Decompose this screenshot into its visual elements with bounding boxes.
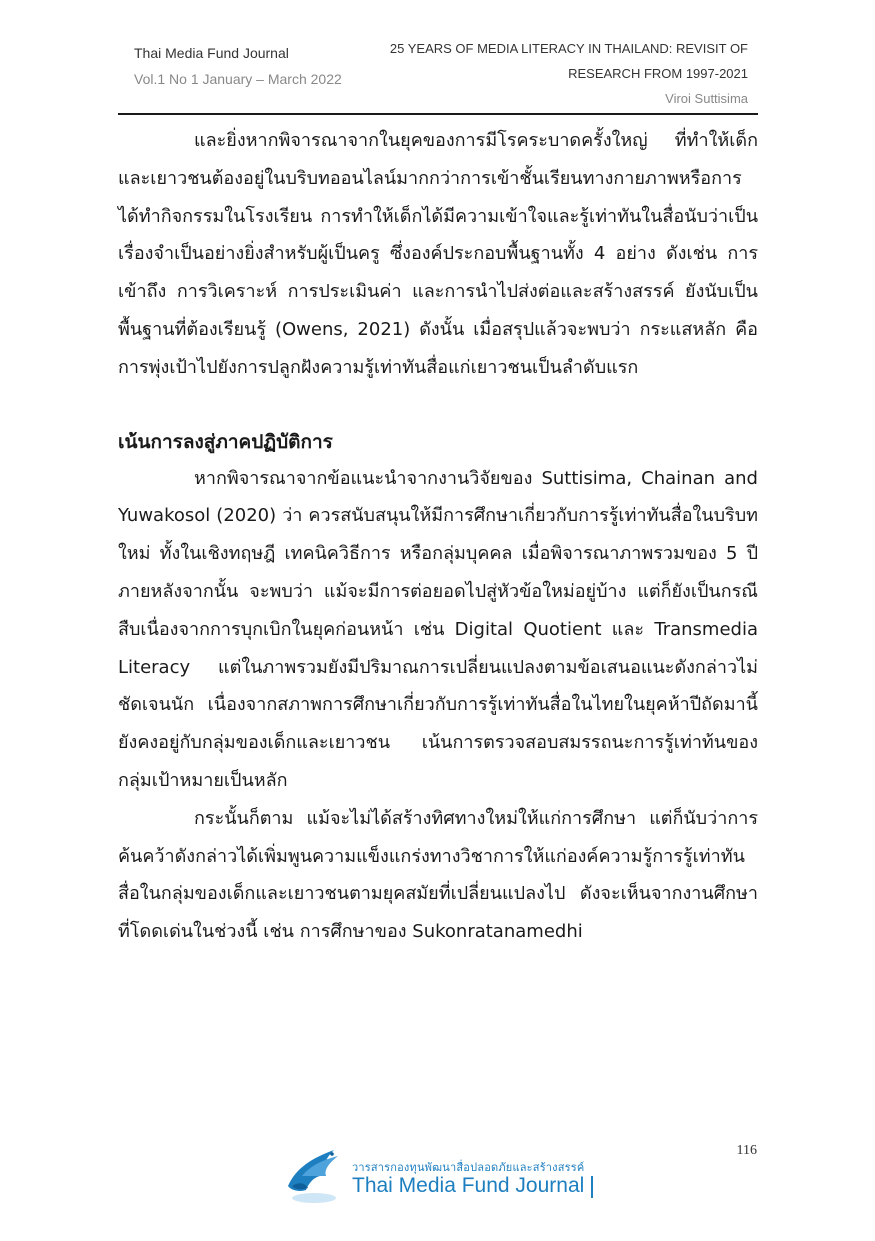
footer-logo [282,1146,602,1206]
paragraph-2: หากพิจารณาจากข้อแนะนำจากงานวิจัยของ Suttisima, Chainan and Yuwakosol (2020) ว่า ควรสนับสนุนให้มีการศึกษาเกี่ยวกับการรู้เท่าทันสื่อในบริบทใหม่ ทั้งในเชิงทฤษฎี เทคนิควิธีการ หรือกลุ่มบุคคล เมื่อพิจารณาภาพรวมของ 5 ปีภายหลังจากนั้น จะพบว่า แม้จะมีการต่อยอดไปสู่หัวข้อใหม่อยู่บ้าง แต่ก็ยังเป็นกรณีสืบเนื่องจากการบุกเบิกในยุคก่อนหน้า เช่น Digital Quotient และ Transmedia Literacy แต่ในภาพรวมยังมีปริมาณการเปลี่ยนแปลงตามข้อเสนอแนะดังกล่าวไม่ชัดเจนนัก เนื่องจากสภาพการศึกษาเกี่ยวกับการรู้เท่าทันสื่อในไทยในยุคห้าปีถัดมานี้ ยังคงอยู่กับกลุ่มของเด็กและเยาวชน เน้นการตรวจสอบสมรรถนะการรู้เท่าท้นของกลุ่มเป้าหมายเป็นหลัก [118,467,758,791]
author-name: Viroi Suttisima [665,91,748,106]
header-right [390,36,748,111]
footer-org-thai: วารสารกองทุนพัฒนาสื่อปลอดภัยและสร้างสรรค์ [352,1161,585,1174]
footer-org-english: Thai Media Fund Journal [352,1174,585,1197]
header-divider [118,113,758,115]
journal-name: Thai Media Fund Journal [134,45,289,61]
article-title-line1: 25 YEARS OF MEDIA LITERACY IN THAILAND: REVISIT OF [389,41,748,56]
volume-info: Vol.1 No 1 January – March 2022 [134,71,342,87]
page-number: 116 [736,1143,757,1158]
section-heading: เน้นการลงสู่ภาคปฏิบัติการ [118,430,333,453]
paragraph-1: และยิ่งหากพิจารณาจากในยุคของการมีโรคระบาดครั้งใหญ่ ที่ทำให้เด็กและเยาวชนต้องอยู่ในบริบทออนไลน์มากกว่าการเข้าชั้นเรียนทางกายภาพหรือการได้ทำกิจกรรมในโรงเรียน การทำให้เด็กได้มีความเข้าใจและรู้เท่าทันในสื่อนับว่าเป็นเรื่องจำเป็นอย่างยิ่งสำหรับผู้เป็นครู ซึ่งองค์ประกอบพื้นฐานทั้ง 4 อย่าง ดังเช่น การเข้าถึง การวิเคราะห์ การประเมินค่า และการนำไปส่งต่อและสร้างสรรค์ ยังนับเป็นพื้นฐานที่ต้องเรียนรู้ (Owens, 2021) ดังนั้น เมื่อสรุปแล้วจะพบว่า กระแสหลัก คือ การพุ่งเป้าไปยังการปลูกฝังความรู้เท่าทันสื่อแก่เยาวชนเป็นลำดับแรก [118,130,758,378]
dove-icon [282,1146,348,1206]
article-title-line2: RESEARCH FROM 1997-2021 [568,66,748,81]
footer-divider [591,1176,593,1198]
paragraph-3: กระนั้นก็ตาม แม้จะไม่ได้สร้างทิศทางใหม่ให้แก่การศึกษา แต่ก็นับว่าการค้นคว้าดังกล่าวได้เพิ่มพูนความแข็งแกร่งทางวิชาการให้แก่องค์ความรู้การรู้เท่าทันสื่อในกลุ่มของเด็กและเยาวชนตามยุคสมัยที่เปลี่ยนแปลงไป ดังจะเห็นจากงานศึกษาที่โดดเด่นในช่วงนี้ เช่น การศึกษาของ Sukonratanamedhi [118,807,758,943]
header-left [134,40,342,92]
page-body [118,122,758,951]
